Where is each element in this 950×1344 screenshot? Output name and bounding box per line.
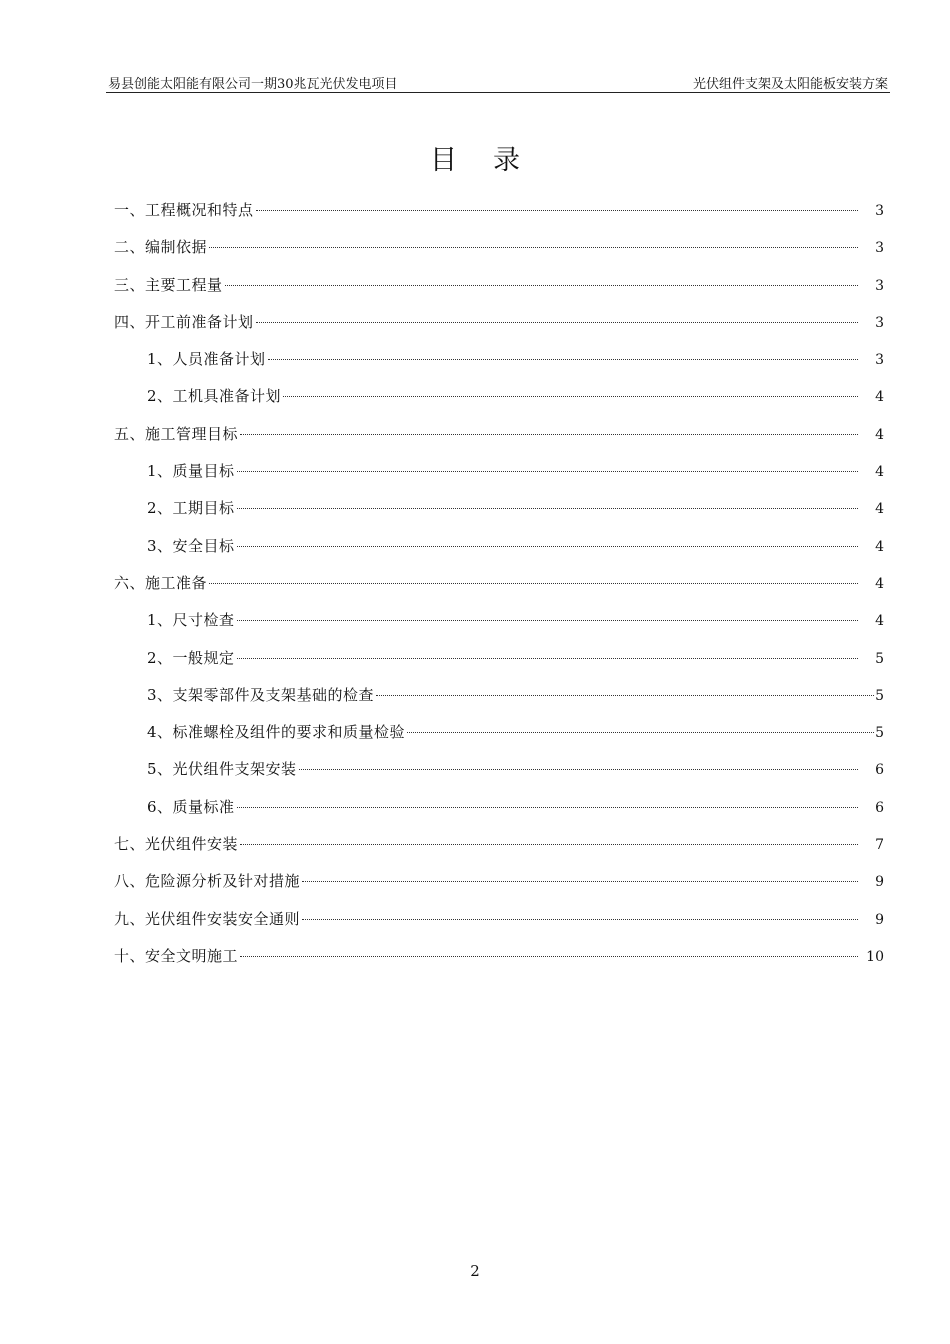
toc-dot-leader — [240, 434, 858, 435]
toc-dot-leader — [256, 210, 858, 211]
toc-entry-label: 3、安全目标 — [147, 536, 235, 555]
toc-entry-label: 6、质量标准 — [147, 797, 235, 816]
toc-entry-label: 七、光伏组件安装 — [114, 835, 239, 854]
toc-entry-page: 10 — [866, 948, 884, 965]
toc-entry-page: 5 — [875, 687, 884, 704]
toc-dot-leader — [407, 732, 874, 733]
toc-entry-label: 二、编制依据 — [114, 238, 208, 257]
toc-entry-label: 四、开工前准备计划 — [114, 312, 254, 331]
toc-subentry[interactable] — [114, 458, 884, 495]
toc-entry-page: 6 — [875, 799, 884, 816]
toc-entry-page: 3 — [875, 314, 884, 331]
toc-dot-leader — [237, 546, 858, 547]
toc-dot-leader — [299, 769, 858, 770]
toc-entry-page: 4 — [875, 613, 884, 630]
toc-dot-leader — [237, 508, 858, 509]
toc-entry-page: 4 — [875, 501, 884, 518]
toc-dot-leader — [237, 658, 858, 659]
toc-entry-label: 1、尺寸检查 — [147, 611, 235, 630]
toc-subentry[interactable] — [114, 682, 884, 719]
toc-entry-label: 五、施工管理目标 — [114, 424, 239, 443]
toc-entry-page: 3 — [875, 240, 884, 257]
toc-dot-leader — [237, 471, 858, 472]
toc-entry-page: 4 — [875, 538, 884, 555]
toc-entry-label: 十、安全文明施工 — [114, 946, 239, 965]
toc-entry[interactable] — [114, 831, 884, 868]
toc-entry-page: 7 — [875, 837, 884, 854]
toc-dot-leader — [256, 322, 858, 323]
toc-dot-leader — [240, 844, 858, 845]
toc-entry[interactable] — [114, 234, 884, 271]
toc-dot-leader — [240, 956, 858, 957]
table-of-contents — [114, 197, 884, 980]
toc-entry[interactable] — [114, 943, 884, 980]
header-project-name: 易县创能太阳能有限公司一期30兆瓦光伏发电项目 — [108, 77, 398, 92]
toc-entry[interactable] — [114, 906, 884, 943]
header-document-title: 光伏组件支架及太阳能板安装方案 — [692, 77, 888, 92]
toc-entry-label: 2、工期目标 — [147, 499, 235, 518]
toc-entry-label: 2、一般规定 — [147, 648, 235, 667]
toc-entry-page: 4 — [875, 389, 884, 406]
toc-dot-leader — [376, 695, 874, 696]
toc-entry-page: 6 — [875, 762, 884, 779]
toc-dot-leader — [209, 247, 858, 248]
toc-entry-page: 9 — [875, 911, 884, 928]
toc-entry-page: 5 — [875, 650, 884, 667]
toc-entry-label: 1、质量目标 — [147, 462, 235, 481]
page-number: 2 — [470, 1262, 480, 1280]
toc-entry-page: 3 — [875, 352, 884, 369]
toc-entry-page: 4 — [875, 464, 884, 481]
toc-entry-page: 9 — [875, 874, 884, 891]
toc-entry-label: 1、人员准备计划 — [147, 350, 266, 369]
toc-entry[interactable] — [114, 197, 884, 234]
toc-entry[interactable] — [114, 272, 884, 309]
toc-entry-label: 八、危险源分析及针对措施 — [114, 872, 301, 891]
toc-entry-page: 4 — [875, 426, 884, 443]
toc-dot-leader — [237, 807, 858, 808]
toc-entry-label: 三、主要工程量 — [114, 275, 223, 294]
toc-entry-label: 九、光伏组件安装安全通则 — [114, 909, 301, 928]
page-header — [106, 70, 890, 93]
toc-subentry[interactable] — [114, 719, 884, 756]
toc-entry-label: 2、工机具准备计划 — [147, 387, 282, 406]
toc-entry[interactable] — [114, 309, 884, 346]
toc-entry-label: 3、支架零部件及支架基础的检查 — [147, 685, 375, 704]
toc-subentry[interactable] — [114, 607, 884, 644]
toc-entry-label: 4、标准螺栓及组件的要求和质量检验 — [147, 723, 406, 742]
toc-dot-leader — [302, 919, 858, 920]
toc-title: 目录 — [430, 145, 556, 176]
toc-entry-page: 5 — [875, 725, 884, 742]
toc-dot-leader — [268, 359, 858, 360]
toc-dot-leader — [237, 620, 858, 621]
toc-subentry[interactable] — [114, 645, 884, 682]
toc-subentry[interactable] — [114, 346, 884, 383]
toc-dot-leader — [302, 881, 858, 882]
toc-entry[interactable] — [114, 570, 884, 607]
toc-entry-label: 六、施工准备 — [114, 573, 208, 592]
toc-subentry[interactable] — [114, 495, 884, 532]
toc-dot-leader — [209, 583, 858, 584]
toc-subentry[interactable] — [114, 533, 884, 570]
toc-dot-leader — [225, 285, 858, 286]
toc-entry[interactable] — [114, 421, 884, 458]
toc-dot-leader — [283, 396, 858, 397]
toc-subentry[interactable] — [114, 756, 884, 793]
toc-entry-page: 4 — [875, 575, 884, 592]
toc-entry[interactable] — [114, 868, 884, 905]
toc-subentry[interactable] — [114, 794, 884, 831]
toc-entry-label: 5、光伏组件支架安装 — [147, 760, 297, 779]
toc-entry-label: 一、工程概况和特点 — [114, 201, 254, 219]
toc-entry-page: 3 — [875, 203, 884, 219]
toc-subentry[interactable] — [114, 383, 884, 420]
toc-entry-page: 3 — [875, 277, 884, 294]
